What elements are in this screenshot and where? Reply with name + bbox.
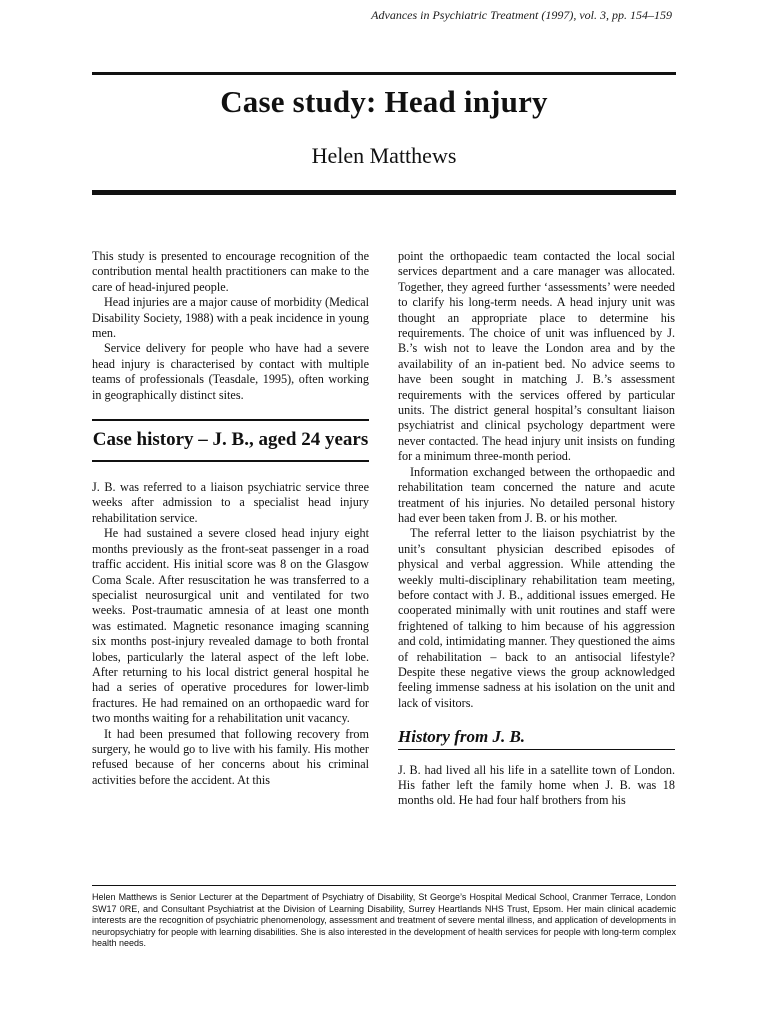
case-history-paragraph: J. B. was referred to a liaison psychiatric service three weeks after admission to a specialist head injury rehabilitation service. bbox=[92, 480, 369, 525]
title-top-rule bbox=[92, 72, 676, 75]
case-history-paragraph: He had sustained a severe closed head injury eight months previously as the front-seat passenger in a road traffic accident. His initial score was 8 on the Glasgow Coma Scale. After resuscitation he was transferred to a specialist neurosurgical unit and ventilated for two weeks. Post-traumatic amnesia of at least one month was estimated. Magnetic resonance imaging scanning six months post-injury revealed damage to both frontal lobes, particularly the lateral aspect of the left lobe. After returning to his local district general hospital he had a series of operative procedures for lower-limb fractures. He had remained on an orthopaedic ward for two months waiting for a rehabilitation unit vacancy. bbox=[92, 526, 369, 726]
footnote-rule bbox=[92, 885, 676, 886]
history-paragraph: J. B. had lived all his life in a satellite town of London. His father left the family home when J. B. was 18 months old. He had four half brothers from his bbox=[398, 762, 675, 808]
article-author: Helen Matthews bbox=[311, 143, 457, 168]
right-column bbox=[398, 249, 675, 809]
intro-paragraph: Head injuries are a major cause of morbidity (Medical Disability Society, 1988) with a peak incidence in young men. bbox=[92, 295, 369, 341]
intro-paragraph: Service delivery for people who have had a severe head injury is characterised by contact with multiple teams of professionals (Teasdale, 1995), often working in geographically distinct sites. bbox=[92, 341, 369, 402]
journal-reference: Advances in Psychiatric Treatment (1997), vol. 3, pp. 154–159 bbox=[371, 8, 672, 22]
left-column bbox=[92, 249, 369, 788]
author-footnote: Helen Matthews is Senior Lecturer at the Department of Psychiatry of Disability, St George’s Hospital Medical School, Cranmer Terrace, London SW17 0RE, and Consultant Psychiatrist at the Division of Learning Disability, Surrey Heartlands NHS Trust, Epsom. Her main clinical academic interests are the recognition of psychiatric phenomenology, assessment and treatment of severe mental illness, and application of developments in neuropsychiatry for people with learning disabilities. She is also interested in the development of health services for people with long-term complex health needs. bbox=[92, 892, 676, 949]
title-bottom-rule bbox=[92, 190, 676, 195]
body-paragraph: Information exchanged between the orthopaedic and rehabilitation team concerned the nature and acute treatment of his injuries. No detailed personal history had ever been taken from J. B. or his mother. bbox=[398, 464, 675, 525]
body-paragraph: The referral letter to the liaison psychiatrist by the unit’s consultant physician described episodes of physical and verbal aggression. While attending the weekly multi-disciplinary rehabilitation team meeting, before contact with J. B., additional issues emerged. He cooperated minimally with unit routines and staff were frightened of talking to him because of his aggression and cold, intimidating manner. They questioned the aims of rehabilitation – back to an antisocial lifestyle? Despite these negative views the group acknowledged feeling immense sadness at his isolation on the unit and lack of visitors. bbox=[398, 526, 675, 710]
intro-paragraph: This study is presented to encourage recognition of the contribution mental health practitioners can make to the care of head-injured people. bbox=[92, 249, 369, 294]
case-history-paragraph: It had been presumed that following recovery from surgery, he would go to live with his family. His mother refused because of her concerns about his criminal activities before the accident. At this bbox=[92, 726, 369, 787]
body-paragraph: point the orthopaedic team contacted the local social services department and a care manager was allocated. Together, they agreed further ‘assessments’ were needed to clarify his long-term needs. A head injury unit was thought an appropriate place to determine his requirements. The choice of unit was influenced by J. B.’s wish not to leave the London area and by the availability of an in-patient bed. No advice seems to have been sought in matching J. B.’s assessment requirements with the services offered by particular units. The district general hospital’s consultant liaison psychiatrist and clinical psychology department were never contacted. The head injury unit insists on funding for a minimum three-month period. bbox=[398, 249, 675, 464]
history-subheading: History from J. B. bbox=[398, 729, 675, 749]
article-title: Case study: Head injury bbox=[220, 84, 548, 119]
case-history-heading: Case history – J. B., aged 24 years bbox=[92, 419, 369, 462]
